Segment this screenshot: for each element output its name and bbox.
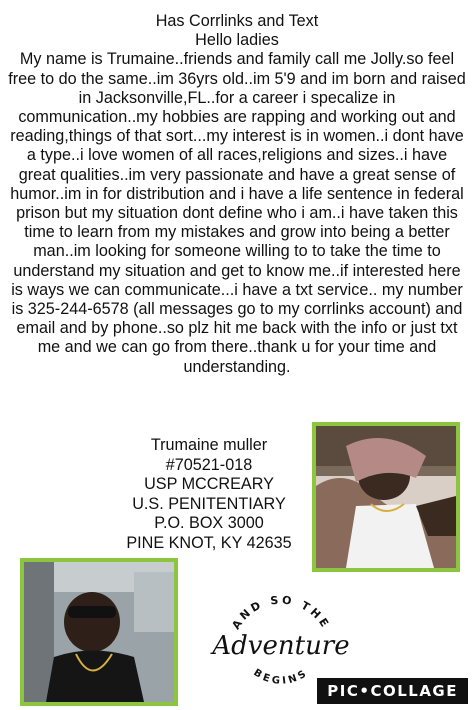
svg-text:AND SO THE <box>229 593 332 631</box>
pic-collage-badge: PIC•COLLAGE <box>317 678 468 704</box>
photo-reclining-image <box>316 426 456 568</box>
address-facility: USP MCCREARY <box>144 475 274 494</box>
post-greeting: Hello ladies <box>195 31 279 50</box>
post-title: Has Corrlinks and Text <box>155 12 319 30</box>
photo-car-image <box>24 562 174 702</box>
address-name: Trumaine muller <box>150 436 268 454</box>
post-body: My name is Trumaine..friends and family call me Jolly.so feel free to do the same..im 36yrs old..im 5'9 and im born and raised in Jacksonville,FL..for a career i specalize in communication..my hobbies are rapping and working out and reading,things of that sort...my interest is in women..i dont have a type..i love women of all races,religions and sizes..i have great qualities..im very passionate and have a great sense of humor..im in for distribution and i have a life sentence in federal prison but my situation dont define who i am..i have taken this time to learn from my mistakes and grow into being a better man..im looking for someone willing to to take the time to understand my situation and get to know me..if interested here is ways we can communicate...i have a txt service.. my number is 325-244-6578 (all messages go to my corrlinks account) and email and by phone..so plz hit me back with the info or just txt me and we can go from there..thank u for your time and understanding. <box>8 50 466 376</box>
address-inmate-number: #70521-018 <box>165 455 253 474</box>
address-facility-type: U.S. PENITENTIARY <box>132 494 286 513</box>
intro-text <box>8 12 466 377</box>
stamp-script-text: Adventure <box>212 631 350 661</box>
address-po-box: P.O. BOX 3000 <box>154 514 264 533</box>
mailing-address <box>114 436 304 554</box>
stamp-bottom-text: BEGINS <box>251 667 311 687</box>
stamp-top-text: AND SO THE <box>229 593 333 632</box>
photo-car <box>20 558 178 706</box>
address-city-state-zip: PINE KNOT, KY 42635 <box>126 533 292 552</box>
svg-text:BEGINS <box>251 667 310 687</box>
photo-reclining <box>312 422 460 572</box>
